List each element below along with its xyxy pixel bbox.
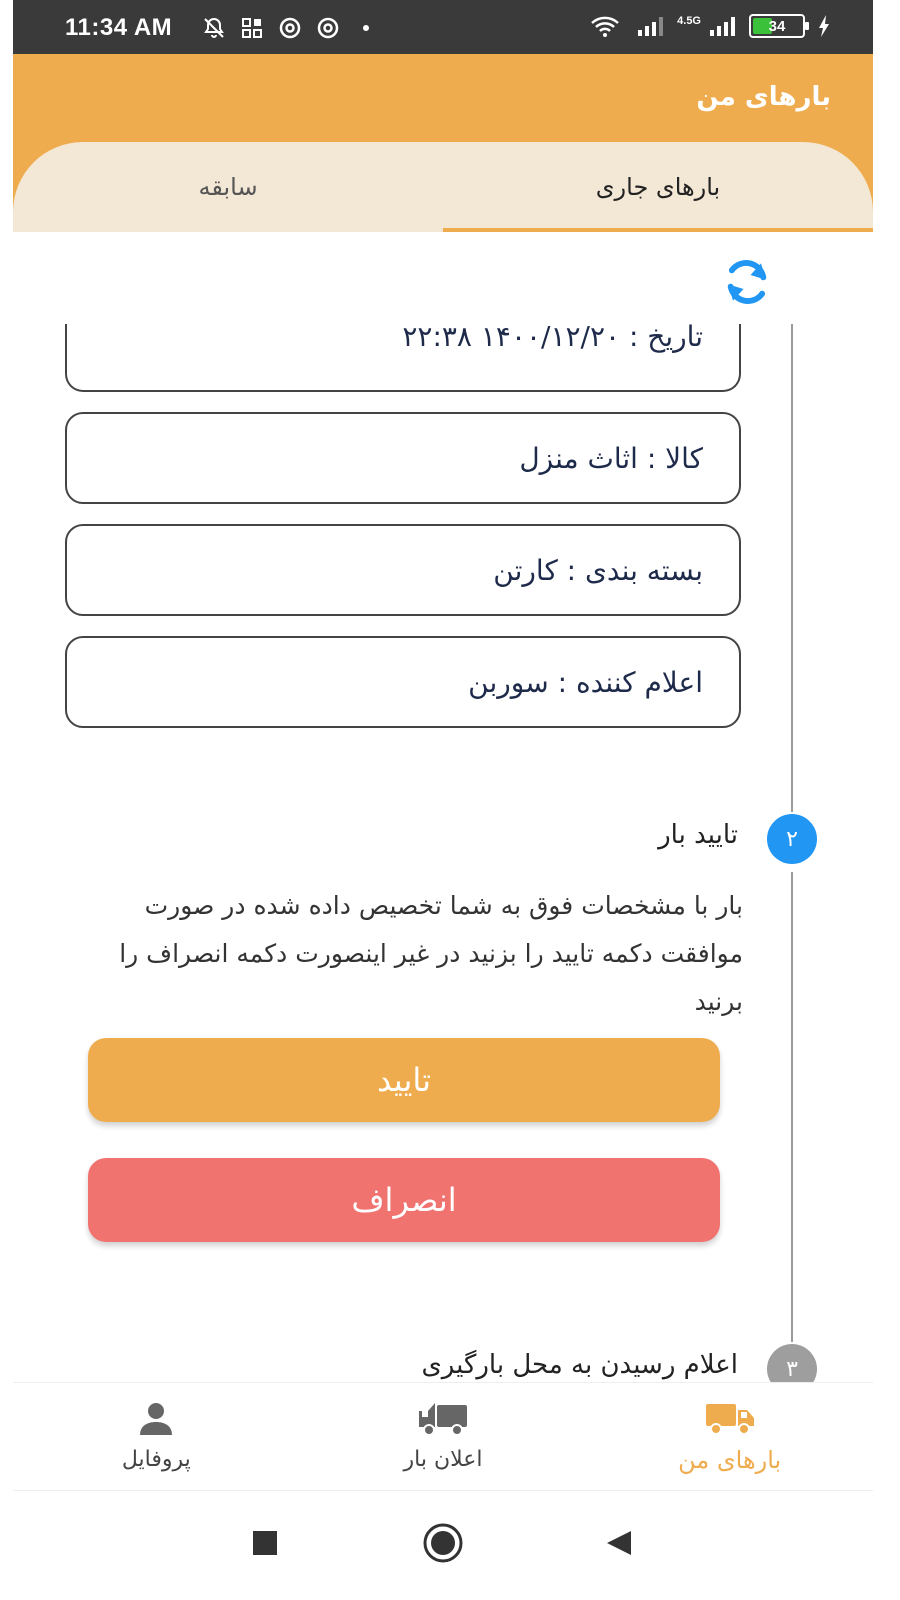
status-icons-right [587, 14, 833, 38]
timeline-line [791, 324, 793, 812]
nav-my-loads[interactable] [586, 1383, 873, 1490]
status-time: 11:34 AM [65, 14, 173, 41]
charging-icon [815, 14, 833, 38]
battery-icon [749, 14, 805, 38]
packaging-field [65, 524, 741, 616]
back-button[interactable] [589, 1513, 649, 1573]
truck-icon [704, 1400, 756, 1436]
announcer-text: اعلام کننده : سوربن [468, 665, 703, 699]
grid-icon [239, 16, 265, 40]
signal-icon [705, 14, 739, 38]
main-content[interactable] [13, 232, 873, 1382]
tab-current-loads[interactable] [443, 142, 873, 232]
confirm-button[interactable]: تایید [88, 1038, 720, 1122]
date-text: تاریخ : ۱۴۰۰/۱۲/۲۰ ۲۲:۳۸ [402, 320, 703, 353]
system-nav-bar [13, 1490, 873, 1600]
refresh-icon[interactable] [719, 254, 775, 310]
app-frame [13, 0, 873, 1600]
nav-profile[interactable] [13, 1383, 300, 1490]
circle-icon [422, 1522, 464, 1564]
wifi-icon [587, 14, 623, 38]
goods-text: کالا : اثاث منزل [519, 441, 703, 475]
tab-history[interactable] [13, 142, 443, 232]
packaging-text: بسته بندی : کارتن [493, 553, 703, 587]
square-icon [252, 1530, 278, 1556]
nav-label: اعلان بار [403, 1447, 483, 1472]
step-title-confirm: تایید بار [658, 820, 738, 850]
nav-label: پروفایل [121, 1447, 191, 1472]
step-badge-2: ۲ [767, 814, 817, 864]
date-field [65, 320, 741, 392]
tab-bar [13, 142, 873, 232]
recents-button[interactable] [235, 1513, 295, 1573]
step-description: بار با مشخصات فوق به شما تخصیص داده شده در صورت موافقت دکمه تایید را بزنید در غیر اینصورت دکمه انصراف را برنید [119, 891, 743, 1016]
bell-off-icon [201, 16, 227, 40]
person-icon [130, 1401, 182, 1437]
signal-icon [633, 14, 667, 38]
dot-icon [353, 16, 379, 40]
goods-field [65, 412, 741, 504]
status-bar [13, 0, 873, 54]
at-icon [315, 16, 341, 40]
nav-announce-load[interactable] [300, 1383, 587, 1490]
cancel-button[interactable]: انصراف [88, 1158, 720, 1242]
home-button[interactable] [413, 1513, 473, 1573]
step-title-arrival: اعلام رسیدن به محل بارگیری [421, 1350, 738, 1380]
nav-label: بارهای من [678, 1445, 782, 1474]
battery-level: 34 [768, 17, 786, 35]
network-type: 4.5G [677, 15, 701, 27]
bottom-nav [13, 1382, 873, 1490]
truck-icon [417, 1401, 469, 1437]
announcer-field [65, 636, 741, 728]
triangle-back-icon [605, 1529, 633, 1557]
step-badge-3: ۳ [767, 1344, 817, 1382]
at-icon [277, 16, 303, 40]
page-title: بارهای من [696, 82, 831, 112]
status-icons-left [201, 16, 379, 40]
tab-label: سابقه [198, 173, 258, 201]
tab-label: بارهای جاری [595, 173, 721, 201]
app-header [13, 54, 873, 232]
timeline-line [791, 872, 793, 1342]
